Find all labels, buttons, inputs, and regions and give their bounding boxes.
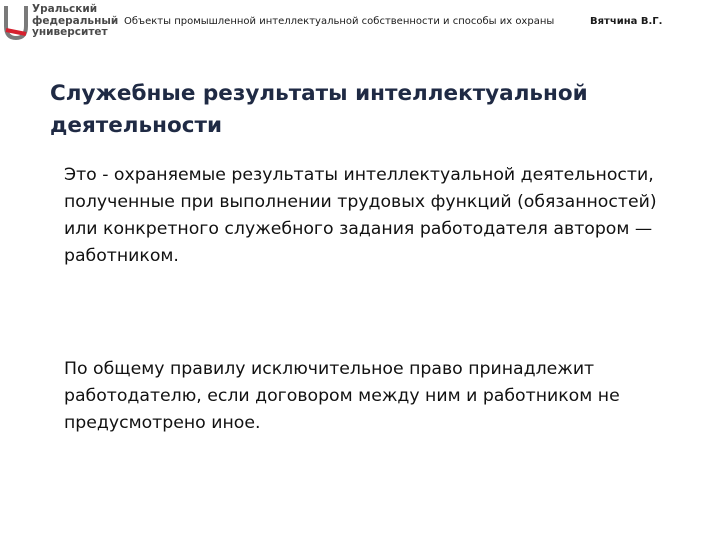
slide-header bbox=[0, 0, 720, 46]
rights-paragraph: По общему правилу исключительное право принадлежит работодателю, если договором между ним и работником не предусмотрено иное. bbox=[64, 359, 620, 433]
university-logo bbox=[4, 3, 119, 44]
author-name: Вятчина В.Г. bbox=[590, 16, 663, 27]
slide-title: Служебные результаты интеллектуальной деятельности bbox=[50, 81, 588, 138]
urfu-logo-mark-icon bbox=[4, 4, 28, 42]
course-subject: Объекты промышленной интеллектуальной собственности и способы их охраны bbox=[124, 16, 555, 27]
logo-wordmark bbox=[32, 4, 118, 39]
definition-paragraph: Это - охраняемые результаты интеллектуальной деятельности, полученные при выполнении трудовых функций (обязанностей) или конкретного служебного задания работодателя автором — работником. bbox=[64, 165, 657, 266]
logo-line-3: университет bbox=[32, 26, 108, 38]
logo-line-1: Уральский bbox=[32, 3, 98, 15]
logo-line-2: федеральный bbox=[32, 14, 119, 27]
